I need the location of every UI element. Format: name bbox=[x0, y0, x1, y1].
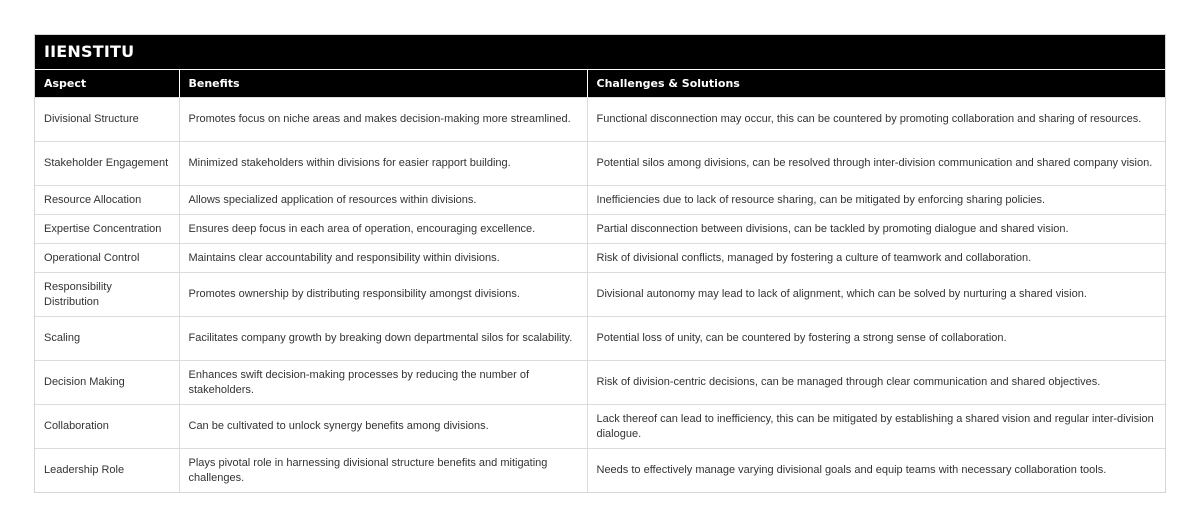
comparison-table-container bbox=[34, 34, 1166, 493]
column-header-challenges: Challenges & Solutions bbox=[587, 70, 1165, 98]
benefits-cell: Allows specialized application of resources within divisions. bbox=[179, 186, 587, 215]
table-row bbox=[35, 186, 1165, 215]
challenges-cell: Inefficiencies due to lack of resource sharing, can be mitigated by enforcing sharing policies. bbox=[587, 186, 1165, 215]
challenges-cell: Lack thereof can lead to inefficiency, this can be mitigated by establishing a shared vision and regular inter-division dialogue. bbox=[587, 405, 1165, 449]
benefits-cell: Facilitates company growth by breaking down departmental silos for scalability. bbox=[179, 317, 587, 361]
table-row bbox=[35, 273, 1165, 317]
benefits-cell: Enhances swift decision-making processes by reducing the number of stakeholders. bbox=[179, 361, 587, 405]
table-row bbox=[35, 405, 1165, 449]
benefits-cell: Minimized stakeholders within divisions for easier rapport building. bbox=[179, 142, 587, 186]
challenges-cell: Functional disconnection may occur, this can be countered by promoting collaboration and sharing of resources. bbox=[587, 98, 1165, 142]
column-header-aspect: Aspect bbox=[35, 70, 179, 98]
aspect-cell: Decision Making bbox=[35, 361, 179, 405]
challenges-cell: Needs to effectively manage varying divisional goals and equip teams with necessary collaboration tools. bbox=[587, 449, 1165, 493]
aspect-cell: Divisional Structure bbox=[35, 98, 179, 142]
aspect-cell: Scaling bbox=[35, 317, 179, 361]
table-row bbox=[35, 317, 1165, 361]
benefits-cell: Can be cultivated to unlock synergy benefits among divisions. bbox=[179, 405, 587, 449]
aspect-cell: Responsibility Distribution bbox=[35, 273, 179, 317]
aspect-cell: Stakeholder Engagement bbox=[35, 142, 179, 186]
benefits-cell: Promotes ownership by distributing responsibility amongst divisions. bbox=[179, 273, 587, 317]
challenges-cell: Potential silos among divisions, can be resolved through inter-division communication and shared company vision. bbox=[587, 142, 1165, 186]
table-row bbox=[35, 142, 1165, 186]
benefits-cell: Maintains clear accountability and responsibility within divisions. bbox=[179, 244, 587, 273]
challenges-cell: Risk of division-centric decisions, can be managed through clear communication and shared objectives. bbox=[587, 361, 1165, 405]
table-row bbox=[35, 244, 1165, 273]
header-row bbox=[35, 70, 1165, 98]
column-header-benefits: Benefits bbox=[179, 70, 587, 98]
table-row bbox=[35, 215, 1165, 244]
challenges-cell: Risk of divisional conflicts, managed by fostering a culture of teamwork and collaboration. bbox=[587, 244, 1165, 273]
aspect-cell: Leadership Role bbox=[35, 449, 179, 493]
challenges-cell: Potential loss of unity, can be countered by fostering a strong sense of collaboration. bbox=[587, 317, 1165, 361]
benefits-cell: Plays pivotal role in harnessing divisional structure benefits and mitigating challenges. bbox=[179, 449, 587, 493]
table-row bbox=[35, 98, 1165, 142]
table-row bbox=[35, 449, 1165, 493]
table-row bbox=[35, 361, 1165, 405]
benefits-cell: Ensures deep focus in each area of operation, encouraging excellence. bbox=[179, 215, 587, 244]
benefits-cell: Promotes focus on niche areas and makes decision-making more streamlined. bbox=[179, 98, 587, 142]
challenges-cell: Partial disconnection between divisions, can be tackled by promoting dialogue and shared vision. bbox=[587, 215, 1165, 244]
aspect-cell: Expertise Concentration bbox=[35, 215, 179, 244]
comparison-table bbox=[35, 69, 1165, 492]
aspect-cell: Operational Control bbox=[35, 244, 179, 273]
aspect-cell: Collaboration bbox=[35, 405, 179, 449]
challenges-cell: Divisional autonomy may lead to lack of alignment, which can be solved by nurturing a shared vision. bbox=[587, 273, 1165, 317]
brand-title: IIENSTITU bbox=[35, 35, 1165, 69]
aspect-cell: Resource Allocation bbox=[35, 186, 179, 215]
